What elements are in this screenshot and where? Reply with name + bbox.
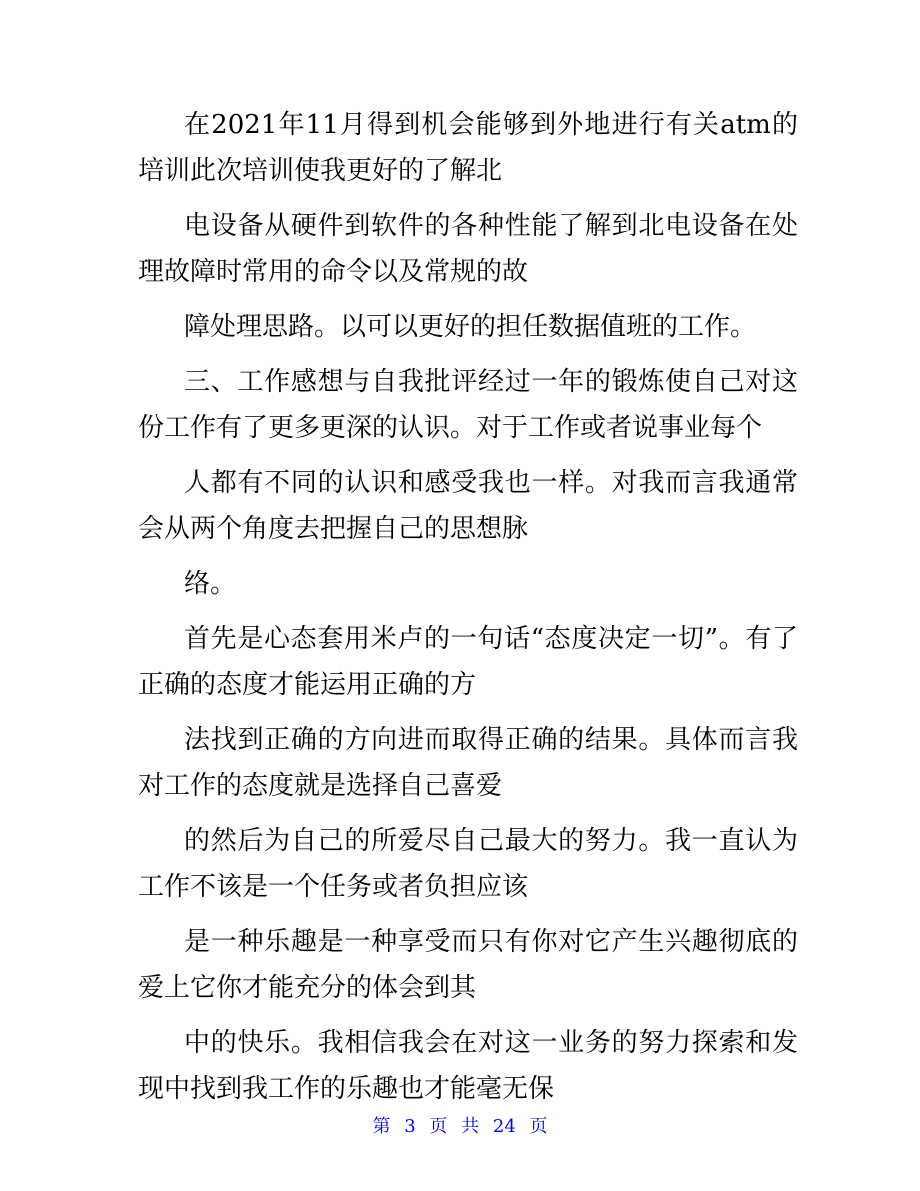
footer-total-pages: 24 [492, 1116, 516, 1137]
footer-ye-1: 页 [429, 1116, 448, 1137]
paragraph-4: 三、工作感想与自我批评经过一年的锻炼使自己对这份工作有了更多更深的认识。对于工作或者说事业每个 [138, 367, 798, 443]
paragraph-7: 首先是心态套用米卢的一句话“态度决定一切”。有了正确的态度才能运用正确的方 [138, 624, 798, 700]
paragraph-8: 法找到正确的方向进而取得正确的结果。具体而言我对工作的态度就是选择自己喜爱 [138, 725, 798, 801]
paragraph-9: 的然后为自己的所爱尽自己最大的努力。我一直认为工作不该是一个任务或者负担应该 [138, 826, 798, 902]
footer-gong: 共 [461, 1116, 480, 1137]
paragraph-3: 障处理思路。以可以更好的担任数据值班的工作。 [184, 312, 757, 342]
document-body [138, 102, 798, 1121]
page-footer [0, 1112, 920, 1138]
paragraph-2: 电设备从硬件到软件的各种性能了解到北电设备在处理故障时常用的命令以及常规的故 [138, 211, 798, 287]
footer-ye-2: 页 [529, 1116, 548, 1137]
paragraph-11: 中的快乐。我相信我会在对这一业务的努力探索和发现中找到我工作的乐趣也才能毫无保 [138, 1028, 798, 1104]
paragraph-10: 是一种乐趣是一种享受而只有你对它产生兴趣彻底的爱上它你才能充分的体会到其 [138, 927, 798, 1003]
paragraph-5: 人都有不同的认识和感受我也一样。对我而言我通常会从两个角度去把握自己的思想脉 [138, 468, 798, 544]
footer-current-page: 3 [404, 1116, 416, 1137]
footer-di: 第 [372, 1116, 391, 1137]
paragraph-6: 络。 [184, 569, 237, 599]
paragraph-1: 在2021年11月得到机会能够到外地进行有关atm的培训此次培训使我更好的了解北 [138, 110, 798, 186]
